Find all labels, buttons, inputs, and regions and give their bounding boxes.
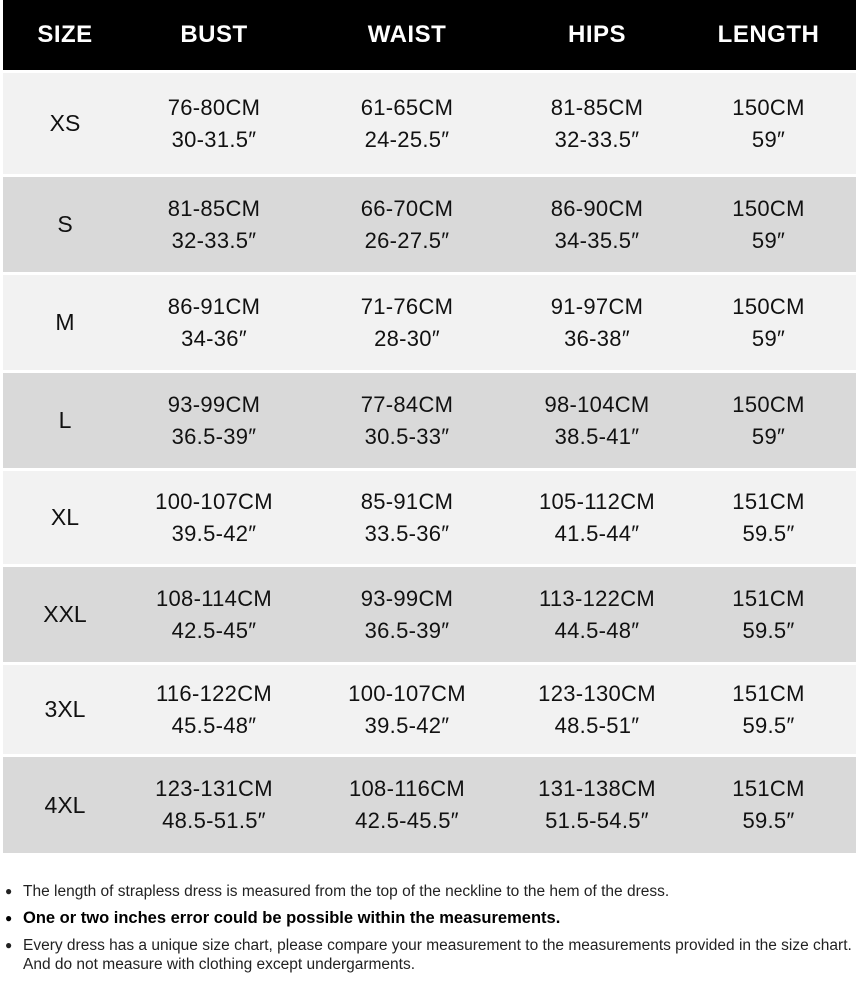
size-cell: S bbox=[57, 211, 73, 237]
waist-cell: 93-99CM 36.5-39″ bbox=[360, 585, 454, 643]
size-cell: 3XL bbox=[44, 696, 86, 722]
hips-cell: 81-85CM 32-33.5″ bbox=[550, 94, 644, 152]
table-row bbox=[3, 665, 856, 754]
bullet-icon: ● bbox=[5, 884, 13, 898]
length-cell: 150CM 59″ bbox=[732, 94, 805, 152]
bust-cell: 86-91CM 34-36″ bbox=[167, 293, 261, 351]
waist-cell: 61-65CM 24-25.5″ bbox=[360, 94, 454, 152]
bust-cell: 76-80CM 30-31.5″ bbox=[167, 94, 261, 152]
table-header bbox=[3, 0, 856, 70]
hips-cell: 131-138CM 51.5-54.5″ bbox=[538, 776, 656, 833]
bullet-icon: ● bbox=[5, 911, 13, 925]
size-cell: XXL bbox=[43, 601, 87, 627]
table-row bbox=[3, 471, 856, 564]
table-row bbox=[3, 373, 856, 468]
notes-section bbox=[5, 882, 853, 982]
waist-cell: 71-76CM 28-30″ bbox=[360, 293, 454, 351]
table-row bbox=[3, 757, 856, 853]
hips-cell: 98-104CM 38.5-41″ bbox=[544, 391, 650, 449]
header-waist: WAIST bbox=[367, 21, 447, 48]
length-cell: 150CM 59″ bbox=[732, 293, 805, 351]
note-item bbox=[5, 936, 853, 974]
size-cell: L bbox=[58, 407, 72, 433]
header-length: LENGTH bbox=[717, 21, 820, 48]
bust-cell: 108-114CM 42.5-45″ bbox=[155, 585, 273, 643]
waist-cell: 66-70CM 26-27.5″ bbox=[360, 195, 454, 253]
length-cell: 151CM 59.5″ bbox=[732, 776, 805, 833]
size-cell: XL bbox=[50, 504, 80, 530]
size-cell: 4XL bbox=[44, 791, 86, 818]
waist-cell: 100-107CM 39.5-42″ bbox=[348, 680, 466, 738]
size-chart-table bbox=[3, 0, 856, 853]
hips-cell: 113-122CM 44.5-48″ bbox=[538, 585, 656, 643]
waist-cell: 108-116CM 42.5-45.5″ bbox=[348, 776, 466, 833]
hips-cell: 86-90CM 34-35.5″ bbox=[550, 195, 644, 253]
bullet-icon: ● bbox=[5, 938, 13, 952]
hips-cell: 123-130CM 48.5-51″ bbox=[538, 680, 656, 738]
header-hips: HIPS bbox=[567, 21, 626, 48]
note-item bbox=[5, 882, 853, 901]
note-text: The length of strapless dress is measured from the top of the neckline to the hem of the dress. bbox=[23, 883, 670, 900]
note-item bbox=[5, 909, 853, 928]
header-bust: BUST bbox=[180, 21, 248, 48]
length-cell: 150CM 59″ bbox=[732, 391, 805, 449]
length-cell: 150CM 59″ bbox=[732, 195, 805, 253]
table-row bbox=[3, 177, 856, 272]
table-row bbox=[3, 567, 856, 662]
length-cell: 151CM 59.5″ bbox=[732, 488, 805, 546]
table-row bbox=[3, 73, 856, 174]
bust-cell: 100-107CM 39.5-42″ bbox=[155, 488, 273, 546]
hips-cell: 105-112CM 41.5-44″ bbox=[538, 488, 656, 546]
waist-cell: 85-91CM 33.5-36″ bbox=[360, 488, 454, 546]
length-cell: 151CM 59.5″ bbox=[732, 680, 805, 738]
hips-cell: 91-97CM 36-38″ bbox=[550, 293, 644, 351]
note-text: One or two inches error could be possible within the measurements. bbox=[23, 909, 561, 927]
note-text: Every dress has a unique size chart, please compare your measurement to the measurements provided in the size chart. And do not measure with clothing except undergarments. bbox=[23, 937, 852, 973]
bust-cell: 123-131CM 48.5-51.5″ bbox=[155, 776, 273, 833]
table-row bbox=[3, 275, 856, 370]
header-size: SIZE bbox=[37, 21, 93, 48]
size-cell: XS bbox=[49, 110, 81, 136]
bust-cell: 93-99CM 36.5-39″ bbox=[167, 391, 261, 449]
waist-cell: 77-84CM 30.5-33″ bbox=[360, 391, 454, 449]
bust-cell: 81-85CM 32-33.5″ bbox=[167, 195, 261, 253]
length-cell: 151CM 59.5″ bbox=[732, 585, 805, 643]
bust-cell: 116-122CM 45.5-48″ bbox=[155, 680, 273, 738]
size-cell: M bbox=[55, 309, 75, 335]
